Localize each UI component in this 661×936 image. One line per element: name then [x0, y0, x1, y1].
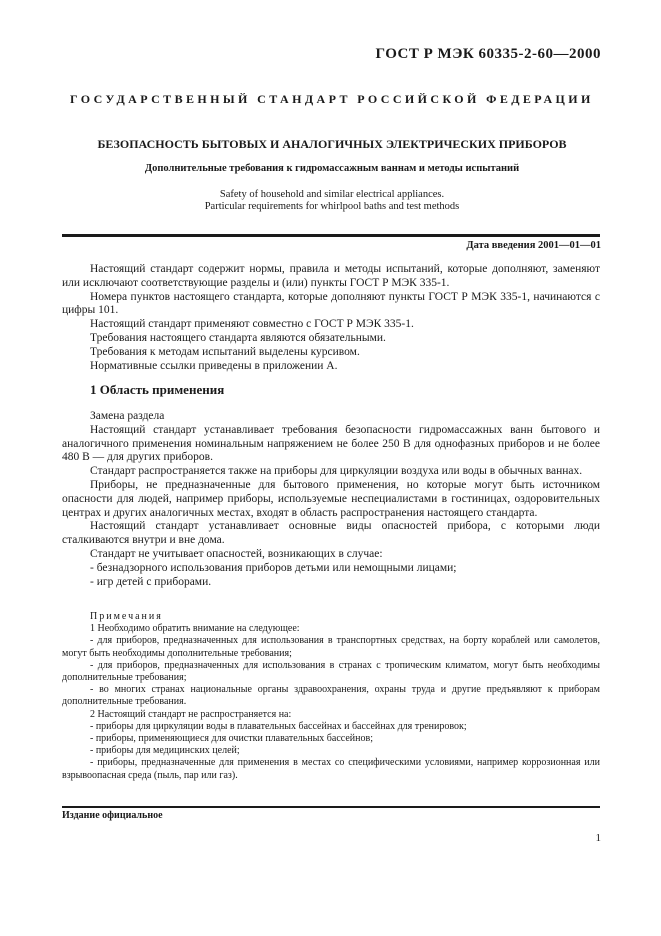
section-paragraph: Настоящий стандарт устанавливает требования безопасности гидромассажных ванн бытового и аналогичного применения номинальным напряжением не более 250 В для однофазных приборов и не более 480 В — для других приборов. — [62, 423, 600, 464]
note-item: - приборы для циркуляции воды в плавательных бассейнах и бассейнах для тренировок; — [90, 720, 467, 732]
document-code: ГОСТ Р МЭК 60335-2-60—2000 — [375, 46, 601, 62]
intro-paragraph: Настоящий стандарт содержит нормы, правила и методы испытаний, которые дополняют, заменяют или исключают соответствующие разделы и (или) пункты ГОСТ Р МЭК 335-1. — [62, 263, 600, 289]
document-subtitle: Дополнительные требования к гидромассажным ваннам и методы испытаний — [144, 163, 520, 174]
note-item: 1 Необходимо обратить внимание на следующее: — [90, 623, 300, 635]
section-paragraph: Настоящий стандарт устанавливает основные виды опасностей прибора, с которыми люди сталкиваются внутри и вне дома. — [62, 520, 600, 547]
note-item: - для приборов, предназначенных для использования в странах с тропическим климатом, могут быть необходимы дополнительные требования; — [62, 659, 600, 684]
intro-paragraph: Требования к методам испытаний выделены курсивом. — [90, 345, 360, 358]
section-list-item: - безнадзорного использования приборов детьми или немощными лицами; — [90, 561, 457, 574]
document-main-title: БЕЗОПАСНОСТЬ БЫТОВЫХ И АНАЛОГИЧНЫХ ЭЛЕКТРИЧЕСКИХ ПРИБОРОВ — [97, 137, 567, 151]
intro-paragraph: Нормативные ссылки приведены в приложении А. — [90, 359, 338, 372]
state-standard-title: ГОСУДАРСТВЕННЫЙ СТАНДАРТ РОССИЙСКОЙ ФЕДЕРАЦИИ — [70, 92, 594, 106]
note-item: - во многих странах национальные органы здравоохранения, охраны труда и другие предъявляют к приборам дополнительные требования. — [62, 684, 600, 708]
intro-block — [62, 263, 600, 373]
note-item: - приборы, применяющиеся для очистки плавательных бассейнов; — [90, 733, 373, 745]
introduction-date: Дата введения 2001—01—01 — [466, 240, 601, 251]
section-paragraph: Стандарт распространяется также на приборы для циркуляции воздуха или воды в обычных ваннах. — [90, 465, 583, 478]
intro-paragraph: Требования настоящего стандарта являются обязательными. — [90, 331, 386, 344]
intro-paragraph: Номера пунктов настоящего стандарта, которые дополняют пункты ГОСТ Р МЭК 335-1, начинаются с цифры 101. — [62, 290, 600, 317]
top-divider — [62, 234, 600, 237]
note-item: - приборы, предназначенные для применения в местах со специфическими условиями, например коррозионная или взрывоопасная среда (пыль, пар или газ). — [62, 757, 600, 781]
section1-block — [62, 410, 600, 589]
english-title-line-2: Particular requirements for whirlpool baths and test methods — [204, 201, 460, 212]
note-item: - для приборов, предназначенных для использования в транспортных средствах, на борту кораблей или самолетов, могут быть необходимы дополнительные требования; — [62, 635, 600, 659]
note-item: - приборы для медицинских целей; — [90, 745, 240, 757]
section-list-item: - игр детей с приборами. — [90, 575, 212, 588]
official-edition-label: Издание официальное — [62, 810, 163, 821]
english-title-line-1: Safety of household and similar electrical appliances. — [219, 189, 445, 200]
notes-heading: Примечания — [90, 611, 163, 622]
section-paragraph: Стандарт не учитывает опасностей, возникающих в случае: — [90, 547, 383, 560]
section-paragraph: Замена раздела — [90, 410, 165, 422]
note-item: 2 Настоящий стандарт не распространяется на: — [90, 708, 292, 720]
section-paragraph: Приборы, не предназначенные для бытового применения, но которые могут быть источником опасности для людей, например приборы, используемые неспециалистами в гостиницах, оздоровительных центрах и других аналогичных местах, входят в область распространения настоящего стандарта. — [62, 478, 600, 519]
section-heading: 1 Область применения — [90, 382, 225, 397]
footer-divider — [62, 806, 600, 808]
intro-paragraph: Настоящий стандарт применяют совместно с ГОСТ Р МЭК 335-1. — [90, 318, 414, 331]
notes-block — [62, 611, 600, 782]
page-number: 1 — [595, 832, 601, 844]
